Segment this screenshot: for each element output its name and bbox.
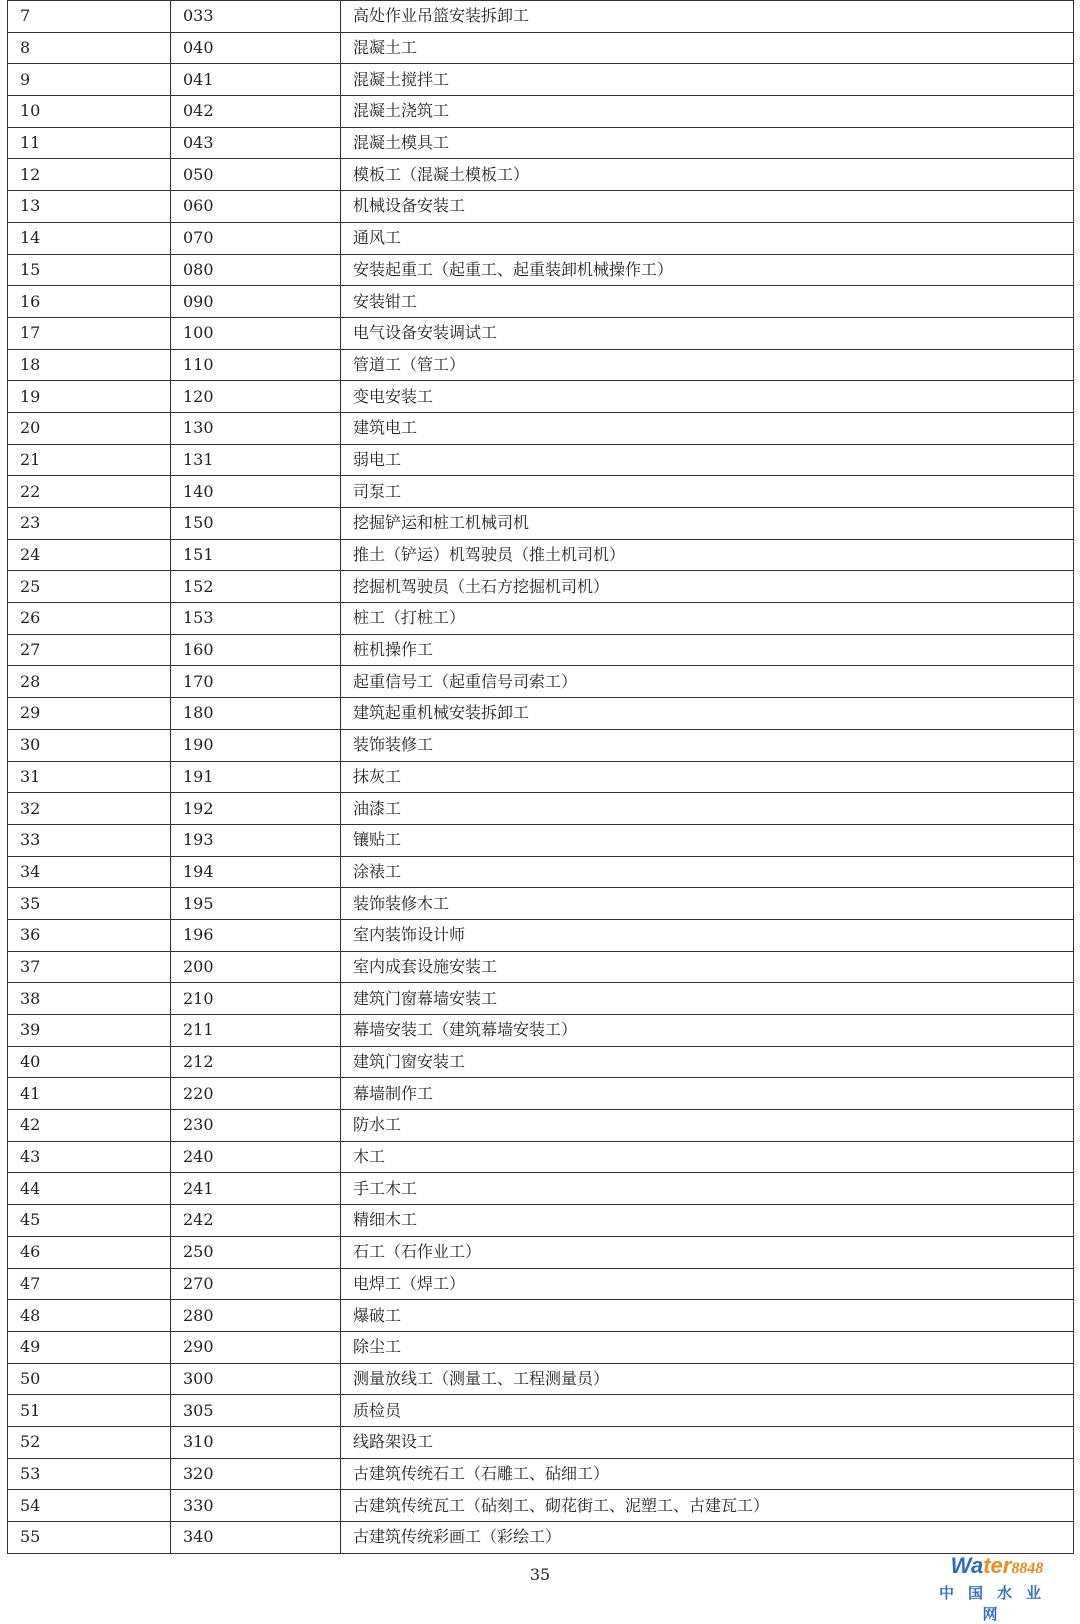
table-row bbox=[8, 1268, 1074, 1300]
occupation-name-cell: 古建筑传统石工（石雕工、砧细工） bbox=[341, 1458, 1074, 1490]
occupation-name-cell: 室内装饰设计师 bbox=[341, 919, 1074, 951]
row-index-cell: 33 bbox=[8, 824, 171, 856]
row-index-cell: 43 bbox=[8, 1141, 171, 1173]
row-index-cell: 9 bbox=[8, 64, 171, 96]
code-cell: 194 bbox=[171, 856, 341, 888]
occupation-name-cell: 幕墙制作工 bbox=[341, 1078, 1074, 1110]
code-cell: 033 bbox=[171, 1, 341, 33]
code-cell: 050 bbox=[171, 159, 341, 191]
table-row bbox=[8, 1395, 1074, 1427]
table-row bbox=[8, 1205, 1074, 1237]
row-index-cell: 21 bbox=[8, 444, 171, 476]
occupation-name-cell: 桩机操作工 bbox=[341, 634, 1074, 666]
watermark-brand-part2: ter bbox=[983, 1553, 1012, 1578]
table-row bbox=[8, 1015, 1074, 1047]
row-index-cell: 18 bbox=[8, 349, 171, 381]
occupation-name-cell: 精细木工 bbox=[341, 1205, 1074, 1237]
occupation-name-cell: 桩工（打桩工） bbox=[341, 603, 1074, 635]
occupation-name-cell: 安装钳工 bbox=[341, 286, 1074, 318]
code-cell: 150 bbox=[171, 508, 341, 540]
table-row bbox=[8, 127, 1074, 159]
table-row bbox=[8, 698, 1074, 730]
table-row bbox=[8, 666, 1074, 698]
table-row bbox=[8, 1426, 1074, 1458]
occupation-name-cell: 电焊工（焊工） bbox=[341, 1268, 1074, 1300]
occupation-name-cell: 线路架设工 bbox=[341, 1426, 1074, 1458]
row-index-cell: 52 bbox=[8, 1426, 171, 1458]
table-row bbox=[8, 603, 1074, 635]
row-index-cell: 47 bbox=[8, 1268, 171, 1300]
occupation-name-cell: 机械设备安装工 bbox=[341, 191, 1074, 223]
table-row bbox=[8, 508, 1074, 540]
code-cell: 080 bbox=[171, 254, 341, 286]
table-row bbox=[8, 381, 1074, 413]
code-cell: 140 bbox=[171, 476, 341, 508]
code-cell: 152 bbox=[171, 571, 341, 603]
code-cell: 192 bbox=[171, 793, 341, 825]
code-cell: 131 bbox=[171, 444, 341, 476]
watermark-logo bbox=[932, 1555, 1062, 1624]
code-cell: 230 bbox=[171, 1110, 341, 1142]
row-index-cell: 40 bbox=[8, 1046, 171, 1078]
row-index-cell: 44 bbox=[8, 1173, 171, 1205]
table-row bbox=[8, 1363, 1074, 1395]
occupation-name-cell: 混凝土工 bbox=[341, 32, 1074, 64]
table-row bbox=[8, 793, 1074, 825]
table-row bbox=[8, 539, 1074, 571]
occupation-name-cell: 古建筑传统彩画工（彩绘工） bbox=[341, 1522, 1074, 1554]
row-index-cell: 51 bbox=[8, 1395, 171, 1427]
watermark-subtitle: 中国水业网 bbox=[938, 1585, 1055, 1623]
table-row bbox=[8, 1173, 1074, 1205]
row-index-cell: 46 bbox=[8, 1236, 171, 1268]
table-body bbox=[8, 1, 1074, 1554]
table-row bbox=[8, 159, 1074, 191]
occupation-name-cell: 起重信号工（起重信号司索工） bbox=[341, 666, 1074, 698]
row-index-cell: 22 bbox=[8, 476, 171, 508]
occupation-name-cell: 油漆工 bbox=[341, 793, 1074, 825]
code-cell: 240 bbox=[171, 1141, 341, 1173]
code-cell: 042 bbox=[171, 96, 341, 128]
table-row bbox=[8, 317, 1074, 349]
row-index-cell: 8 bbox=[8, 32, 171, 64]
code-cell: 280 bbox=[171, 1300, 341, 1332]
occupation-name-cell: 挖掘机驾驶员（土石方挖掘机司机） bbox=[341, 571, 1074, 603]
row-index-cell: 26 bbox=[8, 603, 171, 635]
table-row bbox=[8, 349, 1074, 381]
row-index-cell: 30 bbox=[8, 729, 171, 761]
table-row bbox=[8, 983, 1074, 1015]
row-index-cell: 36 bbox=[8, 919, 171, 951]
row-index-cell: 27 bbox=[8, 634, 171, 666]
occupation-name-cell: 司泵工 bbox=[341, 476, 1074, 508]
watermark-brand-part1: Wa bbox=[950, 1553, 984, 1578]
row-index-cell: 7 bbox=[8, 1, 171, 33]
code-cell: 043 bbox=[171, 127, 341, 159]
watermark-brand bbox=[932, 1555, 1062, 1580]
row-index-cell: 35 bbox=[8, 888, 171, 920]
row-index-cell: 42 bbox=[8, 1110, 171, 1142]
row-index-cell: 32 bbox=[8, 793, 171, 825]
row-index-cell: 31 bbox=[8, 761, 171, 793]
table-row bbox=[8, 254, 1074, 286]
table-row bbox=[8, 571, 1074, 603]
occupation-name-cell: 涂裱工 bbox=[341, 856, 1074, 888]
page-number: 35 bbox=[529, 1565, 551, 1584]
code-cell: 270 bbox=[171, 1268, 341, 1300]
table-row bbox=[8, 1078, 1074, 1110]
occupation-name-cell: 木工 bbox=[341, 1141, 1074, 1173]
code-cell: 300 bbox=[171, 1363, 341, 1395]
table-row bbox=[8, 96, 1074, 128]
row-index-cell: 49 bbox=[8, 1331, 171, 1363]
code-cell: 200 bbox=[171, 951, 341, 983]
code-cell: 220 bbox=[171, 1078, 341, 1110]
code-cell: 190 bbox=[171, 729, 341, 761]
occupation-name-cell: 变电安装工 bbox=[341, 381, 1074, 413]
occupation-code-table bbox=[7, 0, 1074, 1554]
table-row bbox=[8, 824, 1074, 856]
row-index-cell: 48 bbox=[8, 1300, 171, 1332]
row-index-cell: 41 bbox=[8, 1078, 171, 1110]
code-cell: 040 bbox=[171, 32, 341, 64]
code-cell: 070 bbox=[171, 222, 341, 254]
code-cell: 340 bbox=[171, 1522, 341, 1554]
row-index-cell: 29 bbox=[8, 698, 171, 730]
table-row bbox=[8, 729, 1074, 761]
occupation-name-cell: 挖掘铲运和桩工机械司机 bbox=[341, 508, 1074, 540]
code-cell: 310 bbox=[171, 1426, 341, 1458]
code-cell: 170 bbox=[171, 666, 341, 698]
table-row bbox=[8, 32, 1074, 64]
row-index-cell: 20 bbox=[8, 412, 171, 444]
occupation-name-cell: 建筑起重机械安装拆卸工 bbox=[341, 698, 1074, 730]
table-row bbox=[8, 888, 1074, 920]
occupation-name-cell: 测量放线工（测量工、工程测量员） bbox=[341, 1363, 1074, 1395]
table-row bbox=[8, 1, 1074, 33]
row-index-cell: 23 bbox=[8, 508, 171, 540]
code-cell: 110 bbox=[171, 349, 341, 381]
code-cell: 330 bbox=[171, 1490, 341, 1522]
occupation-name-cell: 防水工 bbox=[341, 1110, 1074, 1142]
occupation-name-cell: 爆破工 bbox=[341, 1300, 1074, 1332]
occupation-name-cell: 除尘工 bbox=[341, 1331, 1074, 1363]
code-cell: 241 bbox=[171, 1173, 341, 1205]
code-cell: 211 bbox=[171, 1015, 341, 1047]
code-cell: 160 bbox=[171, 634, 341, 666]
row-index-cell: 12 bbox=[8, 159, 171, 191]
table-row bbox=[8, 476, 1074, 508]
code-cell: 242 bbox=[171, 1205, 341, 1237]
row-index-cell: 39 bbox=[8, 1015, 171, 1047]
row-index-cell: 19 bbox=[8, 381, 171, 413]
table-row bbox=[8, 222, 1074, 254]
code-cell: 151 bbox=[171, 539, 341, 571]
row-index-cell: 28 bbox=[8, 666, 171, 698]
row-index-cell: 16 bbox=[8, 286, 171, 318]
row-index-cell: 24 bbox=[8, 539, 171, 571]
row-index-cell: 11 bbox=[8, 127, 171, 159]
row-index-cell: 38 bbox=[8, 983, 171, 1015]
code-cell: 250 bbox=[171, 1236, 341, 1268]
row-index-cell: 50 bbox=[8, 1363, 171, 1395]
code-cell: 130 bbox=[171, 412, 341, 444]
row-index-cell: 34 bbox=[8, 856, 171, 888]
occupation-name-cell: 建筑门窗安装工 bbox=[341, 1046, 1074, 1078]
occupation-name-cell: 装饰装修木工 bbox=[341, 888, 1074, 920]
occupation-name-cell: 模板工（混凝土模板工） bbox=[341, 159, 1074, 191]
row-index-cell: 45 bbox=[8, 1205, 171, 1237]
watermark-brand-number: 8848 bbox=[1011, 1560, 1044, 1577]
code-cell: 120 bbox=[171, 381, 341, 413]
row-index-cell: 13 bbox=[8, 191, 171, 223]
occupation-name-cell: 镶贴工 bbox=[341, 824, 1074, 856]
code-cell: 320 bbox=[171, 1458, 341, 1490]
table-row bbox=[8, 951, 1074, 983]
table-row bbox=[8, 1490, 1074, 1522]
occupation-name-cell: 推土（铲运）机驾驶员（推土机司机） bbox=[341, 539, 1074, 571]
code-cell: 290 bbox=[171, 1331, 341, 1363]
code-cell: 180 bbox=[171, 698, 341, 730]
table-row bbox=[8, 1331, 1074, 1363]
table-row bbox=[8, 856, 1074, 888]
code-cell: 212 bbox=[171, 1046, 341, 1078]
code-cell: 305 bbox=[171, 1395, 341, 1427]
row-index-cell: 37 bbox=[8, 951, 171, 983]
table-row bbox=[8, 444, 1074, 476]
code-cell: 191 bbox=[171, 761, 341, 793]
code-cell: 196 bbox=[171, 919, 341, 951]
occupation-name-cell: 幕墙安装工（建筑幕墙安装工） bbox=[341, 1015, 1074, 1047]
occupation-name-cell: 室内成套设施安装工 bbox=[341, 951, 1074, 983]
row-index-cell: 15 bbox=[8, 254, 171, 286]
table-row bbox=[8, 64, 1074, 96]
table-row bbox=[8, 1522, 1074, 1554]
table-row bbox=[8, 1300, 1074, 1332]
table-row bbox=[8, 412, 1074, 444]
occupation-name-cell: 混凝土浇筑工 bbox=[341, 96, 1074, 128]
occupation-name-cell: 石工（石作业工） bbox=[341, 1236, 1074, 1268]
occupation-name-cell: 手工木工 bbox=[341, 1173, 1074, 1205]
table-row bbox=[8, 1046, 1074, 1078]
table-row bbox=[8, 191, 1074, 223]
table-row bbox=[8, 1236, 1074, 1268]
occupation-name-cell: 建筑电工 bbox=[341, 412, 1074, 444]
occupation-name-cell: 电气设备安装调试工 bbox=[341, 317, 1074, 349]
row-index-cell: 55 bbox=[8, 1522, 171, 1554]
occupation-name-cell: 混凝土搅拌工 bbox=[341, 64, 1074, 96]
code-cell: 210 bbox=[171, 983, 341, 1015]
table-row bbox=[8, 919, 1074, 951]
occupation-name-cell: 安装起重工（起重工、起重装卸机械操作工） bbox=[341, 254, 1074, 286]
table-row bbox=[8, 1458, 1074, 1490]
code-cell: 060 bbox=[171, 191, 341, 223]
code-cell: 153 bbox=[171, 603, 341, 635]
row-index-cell: 53 bbox=[8, 1458, 171, 1490]
occupation-name-cell: 管道工（管工） bbox=[341, 349, 1074, 381]
code-cell: 041 bbox=[171, 64, 341, 96]
occupation-name-cell: 装饰装修工 bbox=[341, 729, 1074, 761]
code-cell: 100 bbox=[171, 317, 341, 349]
occupation-name-cell: 混凝土模具工 bbox=[341, 127, 1074, 159]
row-index-cell: 10 bbox=[8, 96, 171, 128]
row-index-cell: 17 bbox=[8, 317, 171, 349]
row-index-cell: 25 bbox=[8, 571, 171, 603]
occupation-name-cell: 弱电工 bbox=[341, 444, 1074, 476]
table-row bbox=[8, 286, 1074, 318]
occupation-name-cell: 通风工 bbox=[341, 222, 1074, 254]
table-row bbox=[8, 634, 1074, 666]
occupation-name-cell: 抹灰工 bbox=[341, 761, 1074, 793]
occupation-name-cell: 古建筑传统瓦工（砧刻工、砌花街工、泥塑工、古建瓦工） bbox=[341, 1490, 1074, 1522]
row-index-cell: 14 bbox=[8, 222, 171, 254]
row-index-cell: 54 bbox=[8, 1490, 171, 1522]
code-cell: 090 bbox=[171, 286, 341, 318]
code-cell: 195 bbox=[171, 888, 341, 920]
table-row bbox=[8, 1110, 1074, 1142]
occupation-name-cell: 高处作业吊篮安装拆卸工 bbox=[341, 1, 1074, 33]
table-row bbox=[8, 1141, 1074, 1173]
occupation-name-cell: 质检员 bbox=[341, 1395, 1074, 1427]
code-cell: 193 bbox=[171, 824, 341, 856]
occupation-name-cell: 建筑门窗幕墙安装工 bbox=[341, 983, 1074, 1015]
table-row bbox=[8, 761, 1074, 793]
